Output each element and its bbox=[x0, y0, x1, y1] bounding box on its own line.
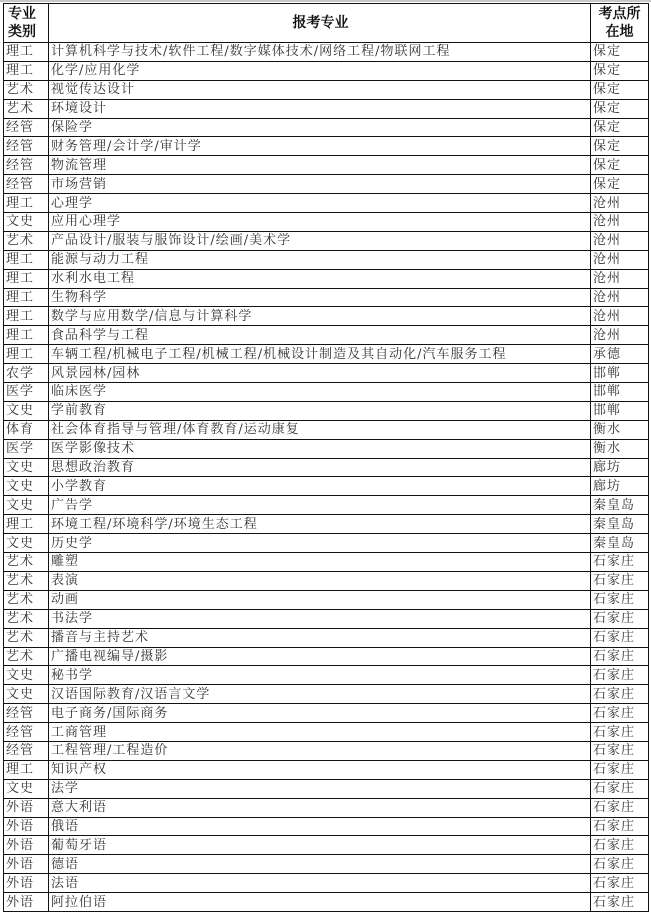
location-cell: 石家庄 bbox=[591, 685, 649, 704]
table-row bbox=[4, 647, 649, 666]
major-cell: 阿拉伯语 bbox=[49, 893, 591, 912]
major-cell: 化学/应用化学 bbox=[49, 61, 591, 80]
table-row bbox=[4, 61, 649, 80]
category-cell: 医学 bbox=[4, 383, 49, 402]
table-row bbox=[4, 760, 649, 779]
major-cell: 思想政治教育 bbox=[49, 458, 591, 477]
major-cell: 秘书学 bbox=[49, 666, 591, 685]
major-cell: 动画 bbox=[49, 590, 591, 609]
location-cell: 沧州 bbox=[591, 213, 649, 232]
location-cell: 衡水 bbox=[591, 439, 649, 458]
major-cell: 社会体育指导与管理/体育教育/运动康复 bbox=[49, 420, 591, 439]
location-cell: 保定 bbox=[591, 156, 649, 175]
major-cell: 俄语 bbox=[49, 817, 591, 836]
location-cell: 廊坊 bbox=[591, 458, 649, 477]
category-cell: 艺术 bbox=[4, 647, 49, 666]
category-cell: 理工 bbox=[4, 269, 49, 288]
table-row bbox=[4, 43, 649, 62]
category-cell: 理工 bbox=[4, 515, 49, 534]
location-cell: 保定 bbox=[591, 99, 649, 118]
location-cell: 秦皇岛 bbox=[591, 496, 649, 515]
category-cell: 艺术 bbox=[4, 609, 49, 628]
category-cell: 经管 bbox=[4, 741, 49, 760]
table-row bbox=[4, 420, 649, 439]
major-cell: 广告学 bbox=[49, 496, 591, 515]
category-cell: 文史 bbox=[4, 401, 49, 420]
table-row bbox=[4, 836, 649, 855]
location-cell: 邯郸 bbox=[591, 383, 649, 402]
table-row bbox=[4, 741, 649, 760]
category-cell: 理工 bbox=[4, 760, 49, 779]
major-cell: 计算机科学与技术/软件工程/数字媒体技术/网络工程/物联网工程 bbox=[49, 43, 591, 62]
header-location bbox=[591, 4, 649, 43]
major-cell: 心理学 bbox=[49, 194, 591, 213]
location-cell: 石家庄 bbox=[591, 760, 649, 779]
category-cell: 体育 bbox=[4, 420, 49, 439]
location-cell: 石家庄 bbox=[591, 798, 649, 817]
table-row bbox=[4, 175, 649, 194]
header-location-line1: 考点所 bbox=[598, 6, 641, 22]
category-cell: 文史 bbox=[4, 666, 49, 685]
header-location-line2: 在地 bbox=[605, 24, 634, 40]
location-cell: 保定 bbox=[591, 43, 649, 62]
category-cell: 外语 bbox=[4, 817, 49, 836]
category-cell: 文史 bbox=[4, 534, 49, 553]
location-cell: 石家庄 bbox=[591, 647, 649, 666]
table-row bbox=[4, 118, 649, 137]
location-cell: 秦皇岛 bbox=[591, 534, 649, 553]
major-cell: 临床医学 bbox=[49, 383, 591, 402]
category-cell: 医学 bbox=[4, 439, 49, 458]
category-cell: 文史 bbox=[4, 213, 49, 232]
location-cell: 石家庄 bbox=[591, 704, 649, 723]
category-cell: 艺术 bbox=[4, 231, 49, 250]
table-row bbox=[4, 345, 649, 364]
table-row bbox=[4, 439, 649, 458]
category-cell: 理工 bbox=[4, 345, 49, 364]
major-cell: 工程管理/工程造价 bbox=[49, 741, 591, 760]
top-rule bbox=[0, 0, 651, 2]
location-cell: 石家庄 bbox=[591, 893, 649, 912]
location-cell: 石家庄 bbox=[591, 590, 649, 609]
major-cell: 物流管理 bbox=[49, 156, 591, 175]
table-row bbox=[4, 401, 649, 420]
major-cell: 生物科学 bbox=[49, 288, 591, 307]
category-cell: 文史 bbox=[4, 458, 49, 477]
major-cell: 播音与主持艺术 bbox=[49, 628, 591, 647]
major-cell: 汉语国际教育/汉语言文学 bbox=[49, 685, 591, 704]
category-cell: 经管 bbox=[4, 156, 49, 175]
table-row bbox=[4, 137, 649, 156]
category-cell: 艺术 bbox=[4, 571, 49, 590]
table-row bbox=[4, 893, 649, 912]
table-row bbox=[4, 250, 649, 269]
major-cell: 医学影像技术 bbox=[49, 439, 591, 458]
category-cell: 理工 bbox=[4, 250, 49, 269]
location-cell: 沧州 bbox=[591, 326, 649, 345]
major-cell: 葡萄牙语 bbox=[49, 836, 591, 855]
table-row bbox=[4, 307, 649, 326]
table-row bbox=[4, 156, 649, 175]
table-row bbox=[4, 326, 649, 345]
category-cell: 外语 bbox=[4, 893, 49, 912]
major-cell: 学前教育 bbox=[49, 401, 591, 420]
location-cell: 秦皇岛 bbox=[591, 515, 649, 534]
category-cell: 外语 bbox=[4, 798, 49, 817]
major-cell: 市场营销 bbox=[49, 175, 591, 194]
major-cell: 法语 bbox=[49, 874, 591, 893]
location-cell: 承德 bbox=[591, 345, 649, 364]
table-row bbox=[4, 609, 649, 628]
major-cell: 视觉传达设计 bbox=[49, 80, 591, 99]
location-cell: 沧州 bbox=[591, 269, 649, 288]
category-cell: 理工 bbox=[4, 307, 49, 326]
location-cell: 沧州 bbox=[591, 231, 649, 250]
major-cell: 电子商务/国际商务 bbox=[49, 704, 591, 723]
category-cell: 经管 bbox=[4, 175, 49, 194]
category-cell: 外语 bbox=[4, 836, 49, 855]
table-row bbox=[4, 383, 649, 402]
table-row bbox=[4, 779, 649, 798]
location-cell: 邯郸 bbox=[591, 364, 649, 383]
table-row bbox=[4, 99, 649, 118]
major-cell: 能源与动力工程 bbox=[49, 250, 591, 269]
location-cell: 石家庄 bbox=[591, 571, 649, 590]
major-cell: 雕塑 bbox=[49, 553, 591, 572]
category-cell: 理工 bbox=[4, 61, 49, 80]
category-cell: 艺术 bbox=[4, 590, 49, 609]
major-cell: 食品科学与工程 bbox=[49, 326, 591, 345]
major-cell: 应用心理学 bbox=[49, 213, 591, 232]
table-row bbox=[4, 269, 649, 288]
location-cell: 石家庄 bbox=[591, 855, 649, 874]
header-major: 报考专业 bbox=[49, 4, 591, 43]
category-cell: 外语 bbox=[4, 855, 49, 874]
table-body bbox=[4, 43, 649, 912]
location-cell: 保定 bbox=[591, 118, 649, 137]
table-row bbox=[4, 231, 649, 250]
location-cell: 保定 bbox=[591, 80, 649, 99]
location-cell: 衡水 bbox=[591, 420, 649, 439]
major-cell: 工商管理 bbox=[49, 723, 591, 742]
location-cell: 保定 bbox=[591, 137, 649, 156]
major-cell: 法学 bbox=[49, 779, 591, 798]
header-category bbox=[4, 4, 49, 43]
location-cell: 沧州 bbox=[591, 307, 649, 326]
category-cell: 理工 bbox=[4, 288, 49, 307]
major-cell: 小学教育 bbox=[49, 477, 591, 496]
major-cell: 环境设计 bbox=[49, 99, 591, 118]
category-cell: 农学 bbox=[4, 364, 49, 383]
major-cell: 广播电视编导/摄影 bbox=[49, 647, 591, 666]
location-cell: 石家庄 bbox=[591, 741, 649, 760]
location-cell: 石家庄 bbox=[591, 836, 649, 855]
category-cell: 理工 bbox=[4, 43, 49, 62]
table-row bbox=[4, 194, 649, 213]
major-cell: 风景园林/园林 bbox=[49, 364, 591, 383]
location-cell: 石家庄 bbox=[591, 779, 649, 798]
major-cell: 德语 bbox=[49, 855, 591, 874]
major-cell: 车辆工程/机械电子工程/机械工程/机械设计制造及其自动化/汽车服务工程 bbox=[49, 345, 591, 364]
major-cell: 水利水电工程 bbox=[49, 269, 591, 288]
category-cell: 经管 bbox=[4, 704, 49, 723]
location-cell: 保定 bbox=[591, 175, 649, 194]
table-row bbox=[4, 723, 649, 742]
major-cell: 产品设计/服装与服饰设计/绘画/美术学 bbox=[49, 231, 591, 250]
location-cell: 石家庄 bbox=[591, 723, 649, 742]
category-cell: 艺术 bbox=[4, 553, 49, 572]
header-category-line1: 专业 bbox=[8, 6, 36, 22]
location-cell: 廊坊 bbox=[591, 477, 649, 496]
table-row bbox=[4, 553, 649, 572]
location-cell: 石家庄 bbox=[591, 817, 649, 836]
table-row bbox=[4, 364, 649, 383]
table-row bbox=[4, 704, 649, 723]
table-row bbox=[4, 798, 649, 817]
category-cell: 艺术 bbox=[4, 628, 49, 647]
table-row bbox=[4, 458, 649, 477]
table-row bbox=[4, 213, 649, 232]
header-category-line2: 类别 bbox=[8, 24, 36, 40]
table-row bbox=[4, 80, 649, 99]
table-row bbox=[4, 874, 649, 893]
category-cell: 外语 bbox=[4, 874, 49, 893]
location-cell: 石家庄 bbox=[591, 628, 649, 647]
category-cell: 文史 bbox=[4, 685, 49, 704]
table-row bbox=[4, 855, 649, 874]
major-cell: 保险学 bbox=[49, 118, 591, 137]
major-cell: 环境工程/环境科学/环境生态工程 bbox=[49, 515, 591, 534]
table-row bbox=[4, 477, 649, 496]
table-row bbox=[4, 817, 649, 836]
location-cell: 石家庄 bbox=[591, 609, 649, 628]
table-row bbox=[4, 628, 649, 647]
table-row bbox=[4, 571, 649, 590]
table-row bbox=[4, 590, 649, 609]
location-cell: 石家庄 bbox=[591, 666, 649, 685]
location-cell: 沧州 bbox=[591, 288, 649, 307]
major-cell: 历史学 bbox=[49, 534, 591, 553]
location-cell: 石家庄 bbox=[591, 553, 649, 572]
table-header-row bbox=[4, 4, 649, 43]
location-cell: 保定 bbox=[591, 61, 649, 80]
category-cell: 艺术 bbox=[4, 99, 49, 118]
table-row bbox=[4, 496, 649, 515]
location-cell: 石家庄 bbox=[591, 874, 649, 893]
category-cell: 经管 bbox=[4, 118, 49, 137]
category-cell: 经管 bbox=[4, 137, 49, 156]
category-cell: 经管 bbox=[4, 723, 49, 742]
major-cell: 表演 bbox=[49, 571, 591, 590]
exam-majors-table bbox=[3, 3, 649, 912]
major-cell: 知识产权 bbox=[49, 760, 591, 779]
major-cell: 意大利语 bbox=[49, 798, 591, 817]
major-cell: 数学与应用数学/信息与计算科学 bbox=[49, 307, 591, 326]
table-row bbox=[4, 288, 649, 307]
category-cell: 理工 bbox=[4, 194, 49, 213]
major-cell: 书法学 bbox=[49, 609, 591, 628]
category-cell: 文史 bbox=[4, 779, 49, 798]
category-cell: 艺术 bbox=[4, 80, 49, 99]
category-cell: 文史 bbox=[4, 477, 49, 496]
table-row bbox=[4, 515, 649, 534]
category-cell: 文史 bbox=[4, 496, 49, 515]
table-row bbox=[4, 685, 649, 704]
category-cell: 理工 bbox=[4, 326, 49, 345]
table-row bbox=[4, 666, 649, 685]
location-cell: 沧州 bbox=[591, 250, 649, 269]
major-cell: 财务管理/会计学/审计学 bbox=[49, 137, 591, 156]
location-cell: 沧州 bbox=[591, 194, 649, 213]
table-row bbox=[4, 534, 649, 553]
location-cell: 邯郸 bbox=[591, 401, 649, 420]
